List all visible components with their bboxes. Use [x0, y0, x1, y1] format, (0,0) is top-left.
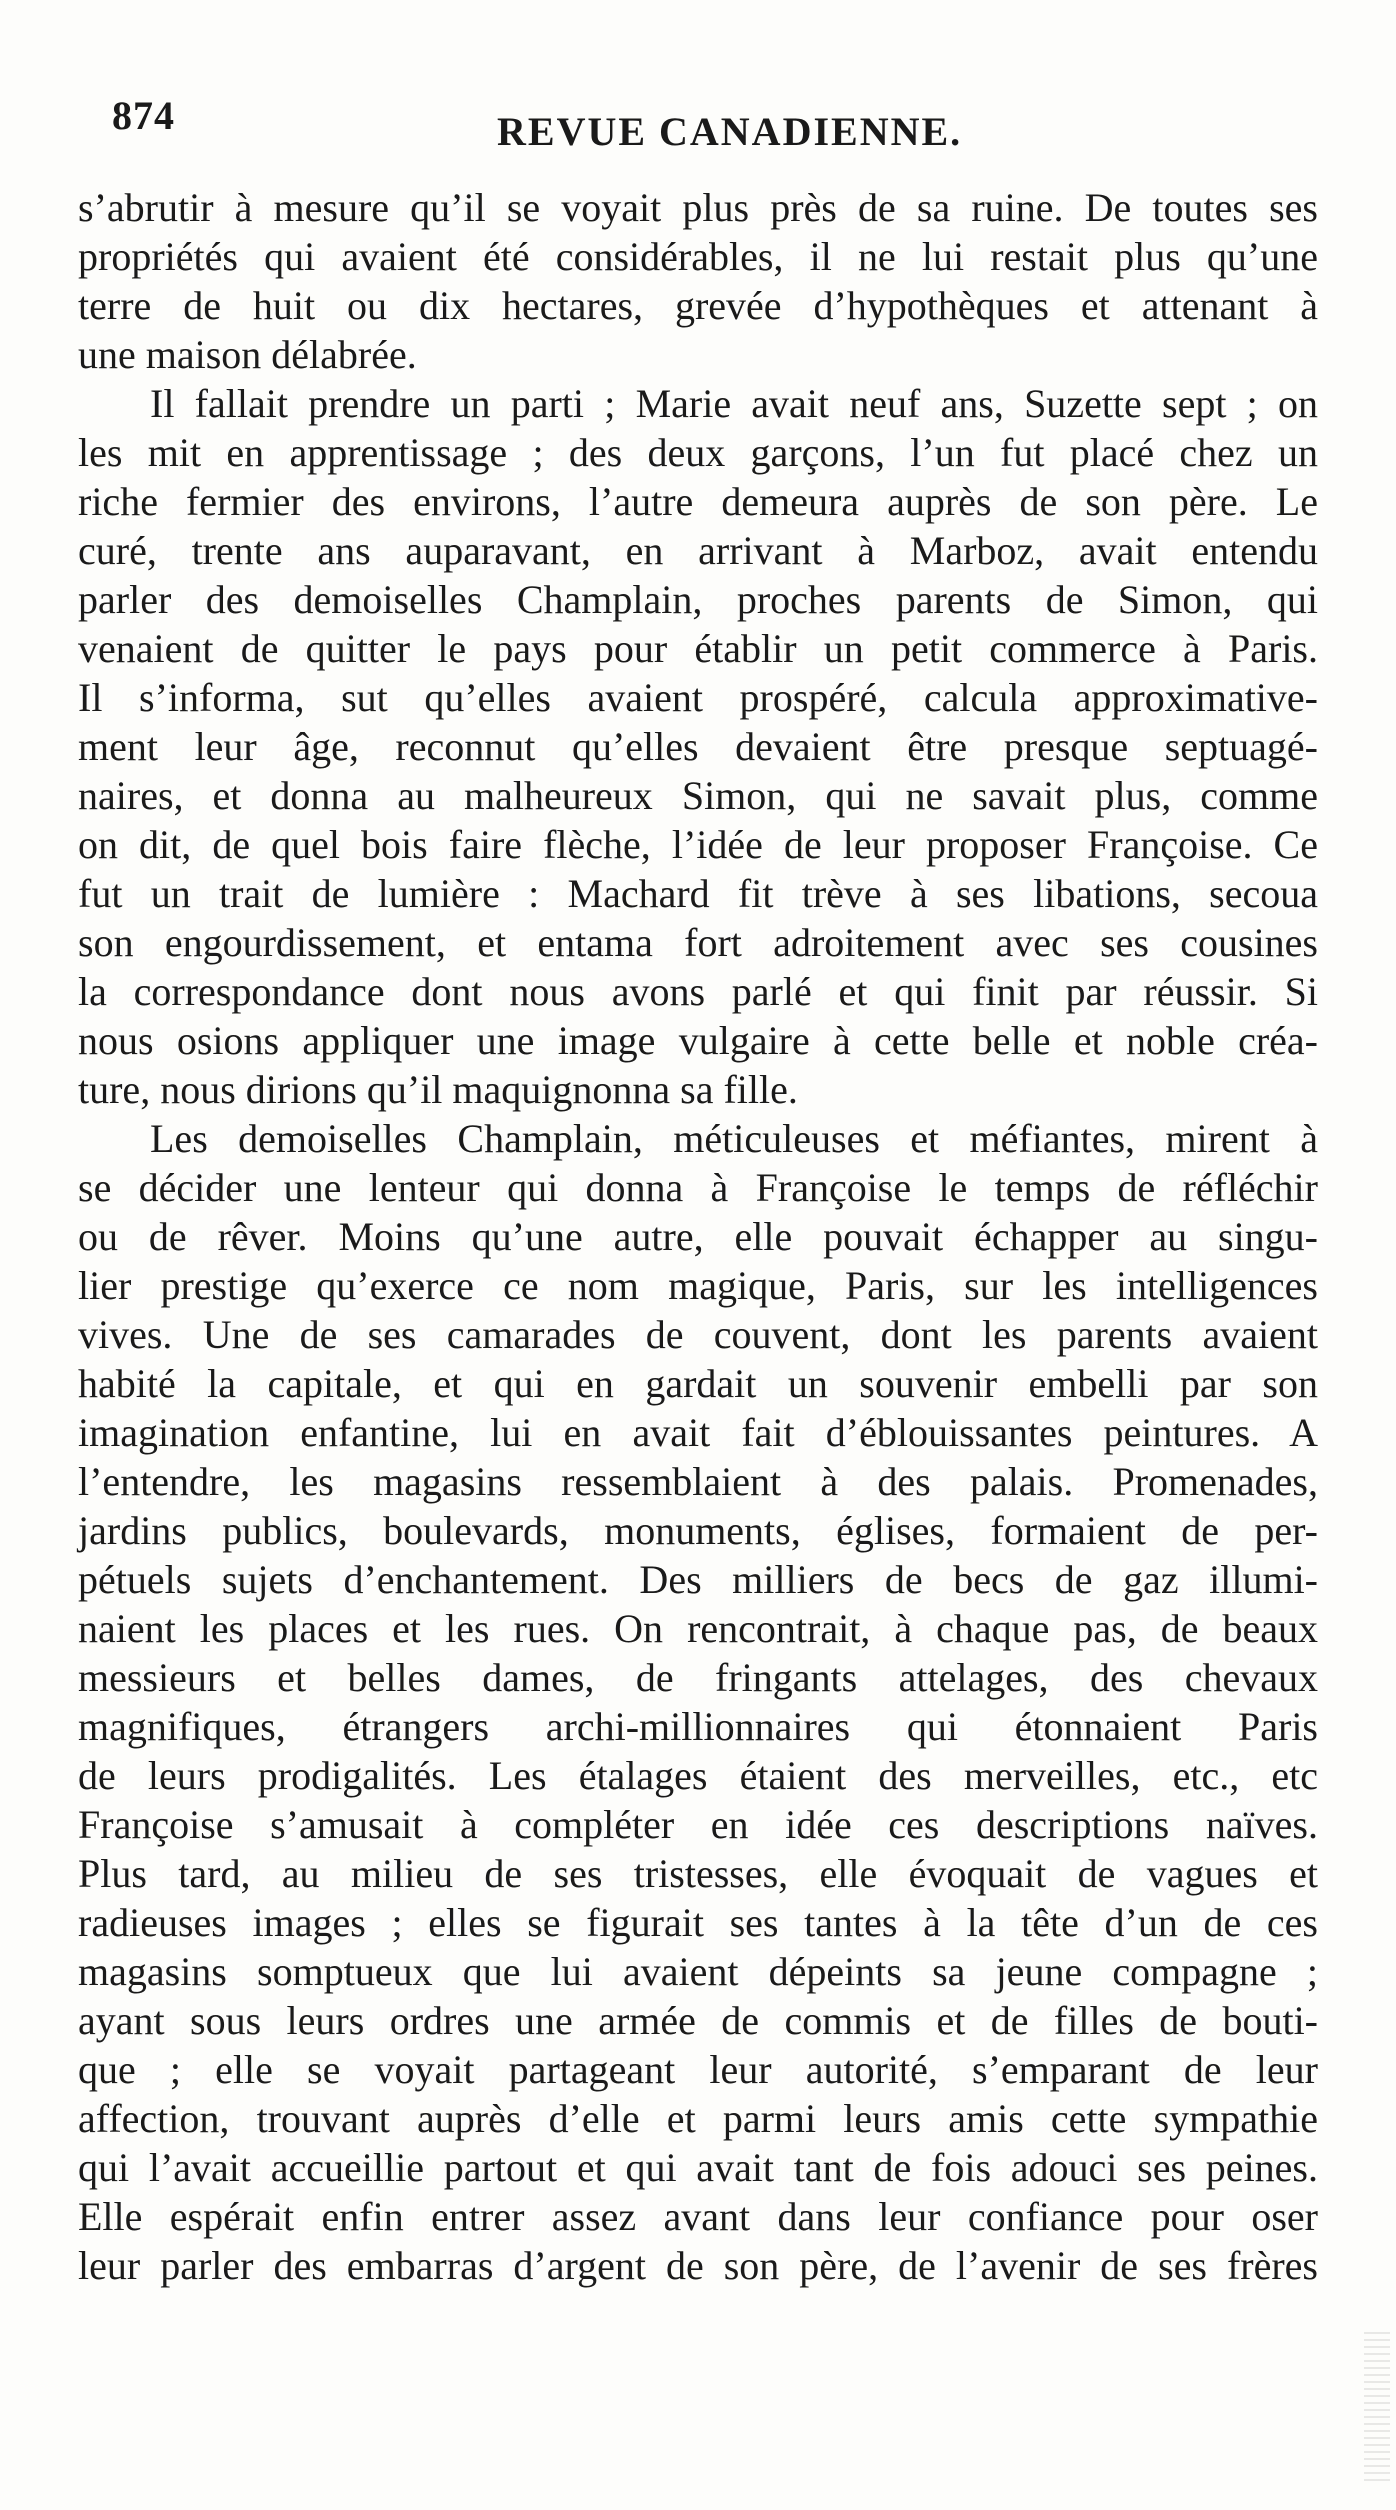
- text-line: venaient de quitter le pays pour établir un petit commerce à Paris.: [78, 626, 1318, 671]
- text-line: ture, nous dirions qu’il maquignonna sa fille.: [78, 1067, 798, 1112]
- text-line: les mit en apprentissage ; des deux garçons, l’un fut placé chez un: [78, 430, 1318, 475]
- text-line: Plus tard, au milieu de ses tristesses, elle évoquait de vagues et: [78, 1851, 1318, 1896]
- text-line: pétuels sujets d’enchantement. Des milliers de becs de gaz illumi-: [78, 1557, 1318, 1602]
- text-line: que ; elle se voyait partageant leur autorité, s’emparant de leur: [78, 2047, 1318, 2092]
- text-line: la correspondance dont nous avons parlé et qui finit par réussir. Si: [78, 969, 1318, 1014]
- text-line: magasins somptueux que lui avaient dépeints sa jeune compagne ;: [78, 1949, 1318, 1994]
- text-line: Françoise s’amusait à compléter en idée ces descriptions naïves.: [78, 1802, 1318, 1847]
- text-line: de leurs prodigalités. Les étalages étaient des merveilles, etc., etc: [78, 1753, 1318, 1798]
- text-line: l’entendre, les magasins ressemblaient à des palais. Promenades,: [78, 1459, 1318, 1504]
- page-header: [112, 92, 1302, 162]
- text-line: riche fermier des environs, l’autre demeura auprès de son père. Le: [78, 479, 1318, 524]
- text-line: lier prestige qu’exerce ce nom magique, Paris, sur les intelligences: [78, 1263, 1318, 1308]
- text-line: jardins publics, boulevards, monuments, églises, formaient de per-: [78, 1508, 1318, 1553]
- text-line: propriétés qui avaient été considérables, il ne lui restait plus qu’une: [78, 234, 1318, 279]
- text-line: terre de huit ou dix hectares, grevée d’hypothèques et attenant à: [78, 283, 1318, 328]
- text-line: naires, et donna au malheureux Simon, qui ne savait plus, comme: [78, 773, 1318, 818]
- text-line: Elle espérait enfin entrer assez avant dans leur confiance pour oser: [78, 2194, 1318, 2239]
- running-title: REVUE CANADIENNE.: [497, 109, 963, 154]
- text-line: se décider une lenteur qui donna à Françoise le temps de réfléchir: [78, 1165, 1318, 1210]
- text-line: ou de rêver. Moins qu’une autre, elle pouvait échapper au singu-: [78, 1214, 1318, 1259]
- text-line: radieuses images ; elles se figurait ses tantes à la tête d’un de ces: [78, 1900, 1318, 1945]
- text-line: qui l’avait accueillie partout et qui avait tant de fois adouci ses peines.: [78, 2145, 1318, 2190]
- text-line: affection, trouvant auprès d’elle et parmi leurs amis cette sympathie: [78, 2096, 1318, 2141]
- page-number: 874: [112, 93, 175, 138]
- text-line: une maison délabrée.: [78, 332, 417, 377]
- text-line: magnifiques, étrangers archi-millionnaires qui étonnaient Paris: [78, 1704, 1318, 1749]
- text-line: ment leur âge, reconnut qu’elles devaient être presque septuagé-: [78, 724, 1318, 769]
- text-line: parler des demoiselles Champlain, proches parents de Simon, qui: [78, 577, 1318, 622]
- text-line: curé, trente ans auparavant, en arrivant à Marboz, avait entendu: [78, 528, 1318, 573]
- body-text: [78, 183, 1318, 2290]
- text-line: ayant sous leurs ordres une armée de commis et de filles de bouti-: [78, 1998, 1318, 2043]
- text-line: Les demoiselles Champlain, méticuleuses et méfiantes, mirent à: [150, 1116, 1318, 1161]
- text-line: fut un trait de lumière : Machard fit trève à ses libations, secoua: [78, 871, 1318, 916]
- text-line: imagination enfantine, lui en avait fait d’éblouissantes peintures. A: [78, 1410, 1318, 1455]
- page-edge-mark: [1364, 2332, 1390, 2482]
- text-line: Il s’informa, sut qu’elles avaient prospéré, calcula approximative-: [78, 675, 1318, 720]
- text-line: vives. Une de ses camarades de couvent, dont les parents avaient: [78, 1312, 1318, 1357]
- text-line: leur parler des embarras d’argent de son père, de l’avenir de ses frères: [78, 2243, 1318, 2288]
- text-line: son engourdissement, et entama fort adroitement avec ses cousines: [78, 920, 1318, 965]
- text-line: on dit, de quel bois faire flèche, l’idée de leur proposer Françoise. Ce: [78, 822, 1318, 867]
- text-line: nous osions appliquer une image vulgaire à cette belle et noble créa-: [78, 1018, 1318, 1063]
- text-line: habité la capitale, et qui en gardait un souvenir embelli par son: [78, 1361, 1318, 1406]
- text-line: naient les places et les rues. On rencontrait, à chaque pas, de beaux: [78, 1606, 1318, 1651]
- text-line: messieurs et belles dames, de fringants attelages, des chevaux: [78, 1655, 1318, 1700]
- text-line: s’abrutir à mesure qu’il se voyait plus près de sa ruine. De toutes ses: [78, 185, 1318, 230]
- text-line: Il fallait prendre un parti ; Marie avait neuf ans, Suzette sept ; on: [150, 381, 1318, 426]
